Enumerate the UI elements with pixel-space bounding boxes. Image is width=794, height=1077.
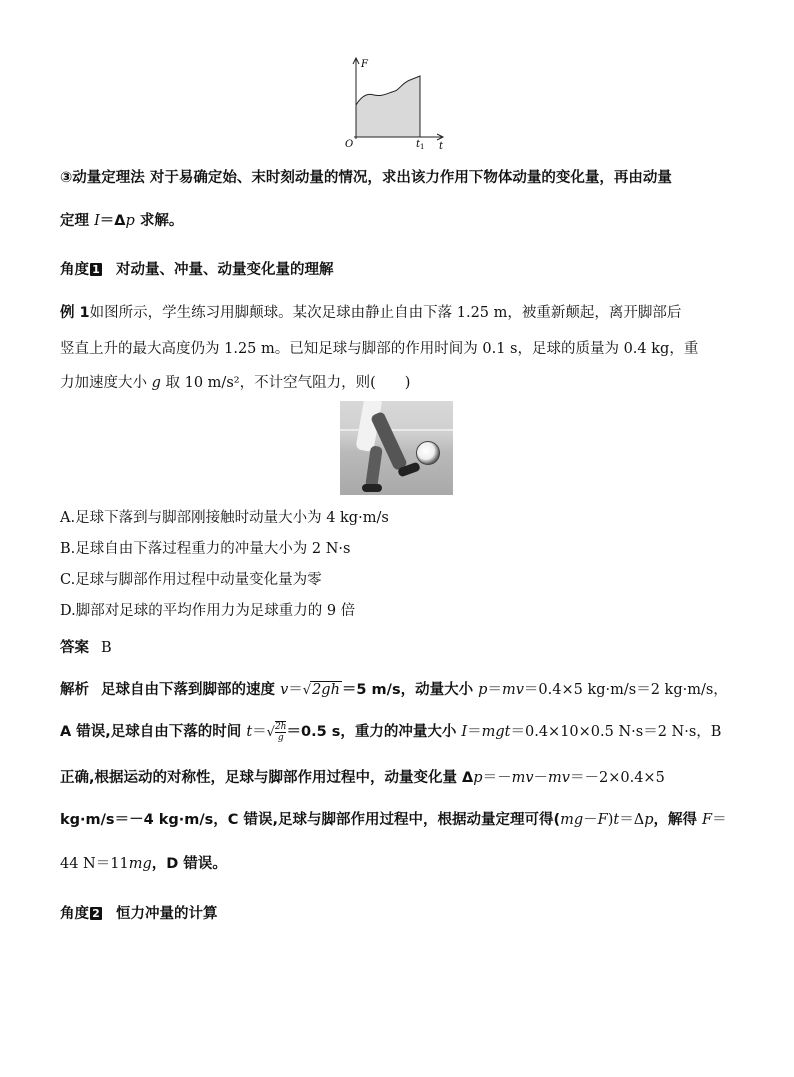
area-under-curve bbox=[356, 76, 420, 137]
soccer-kick-photo bbox=[340, 401, 453, 495]
option-d: D.脚部对足球的平均作用力为足球重力的 9 倍 bbox=[60, 603, 356, 619]
option-a: A.足球下落到与脚部刚接触时动量大小为 4 kg·m/s bbox=[60, 510, 389, 526]
method3-line2: 定理 I＝Δp 求解。 bbox=[60, 213, 184, 229]
analysis-line5: 44 N＝11mg，D 错误。 bbox=[60, 856, 227, 872]
answer: 答案 B bbox=[60, 640, 112, 656]
example-line1: 例 1如图所示，学生练习用脚颠球。某次足球由静止自由下落 1.25 m，被重新颠起，离开脚部后 bbox=[60, 305, 682, 321]
force-time-graph bbox=[340, 55, 455, 155]
analysis-line4: kg·m/s＝－4 kg·m/s，C 错误,足球与脚部作用过程中，根据动量定理可得(mg－F)t＝Δp，解得 F＝ bbox=[60, 812, 727, 828]
analysis-line2: A 错误,足球自由下落的时间 t＝√ $\frac{2h}{g}$ ＝0.5 s，重力的冲量大小 I＝mgt＝0.4×10×0.5 N·s＝2 N·s，B bbox=[60, 722, 722, 743]
origin-label: O bbox=[345, 139, 354, 150]
angle2-badge: 2 bbox=[90, 907, 102, 920]
option-c: C.足球与脚部作用过程中动量变化量为零 bbox=[60, 572, 322, 588]
x-axis-label: t bbox=[439, 141, 444, 152]
analysis-line3: 正确,根据运动的对称性，足球与脚部作用过程中，动量变化量 Δp＝－mv－mv＝－2×0.4×5 bbox=[60, 770, 665, 786]
angle2-heading: 角度 2 恒力冲量的计算 bbox=[60, 906, 218, 922]
option-b: B.足球自由下落过程重力的冲量大小为 2 N·s bbox=[60, 541, 351, 557]
method3-line1: ③动量定理法 对于易确定始、末时刻动量的情况，求出该力作用下物体动量的变化量，再由动量 bbox=[60, 170, 672, 186]
y-axis-label: F bbox=[361, 59, 368, 70]
angle1-heading: 角度 1 对动量、冲量、动量变化量的理解 bbox=[60, 262, 334, 278]
soccer-ball-icon bbox=[416, 441, 440, 465]
analysis-line1: 解析 足球自由下落到脚部的速度 v＝√2gh ＝5 m/s，动量大小 p＝mv＝0.4×5 kg·m/s＝2 kg·m/s， bbox=[60, 682, 728, 698]
example-line3: 力加速度大小 g 取 10 m/s²，不计空气阻力，则( ) bbox=[60, 375, 411, 391]
example-line2: 竖直上升的最大高度仍为 1.25 m。已知足球与脚部的作用时间为 0.1 s，足球的质量为 0.4 kg，重 bbox=[60, 341, 699, 357]
angle1-badge: 1 bbox=[90, 263, 102, 276]
t1-label: $t_1$ bbox=[416, 139, 425, 151]
